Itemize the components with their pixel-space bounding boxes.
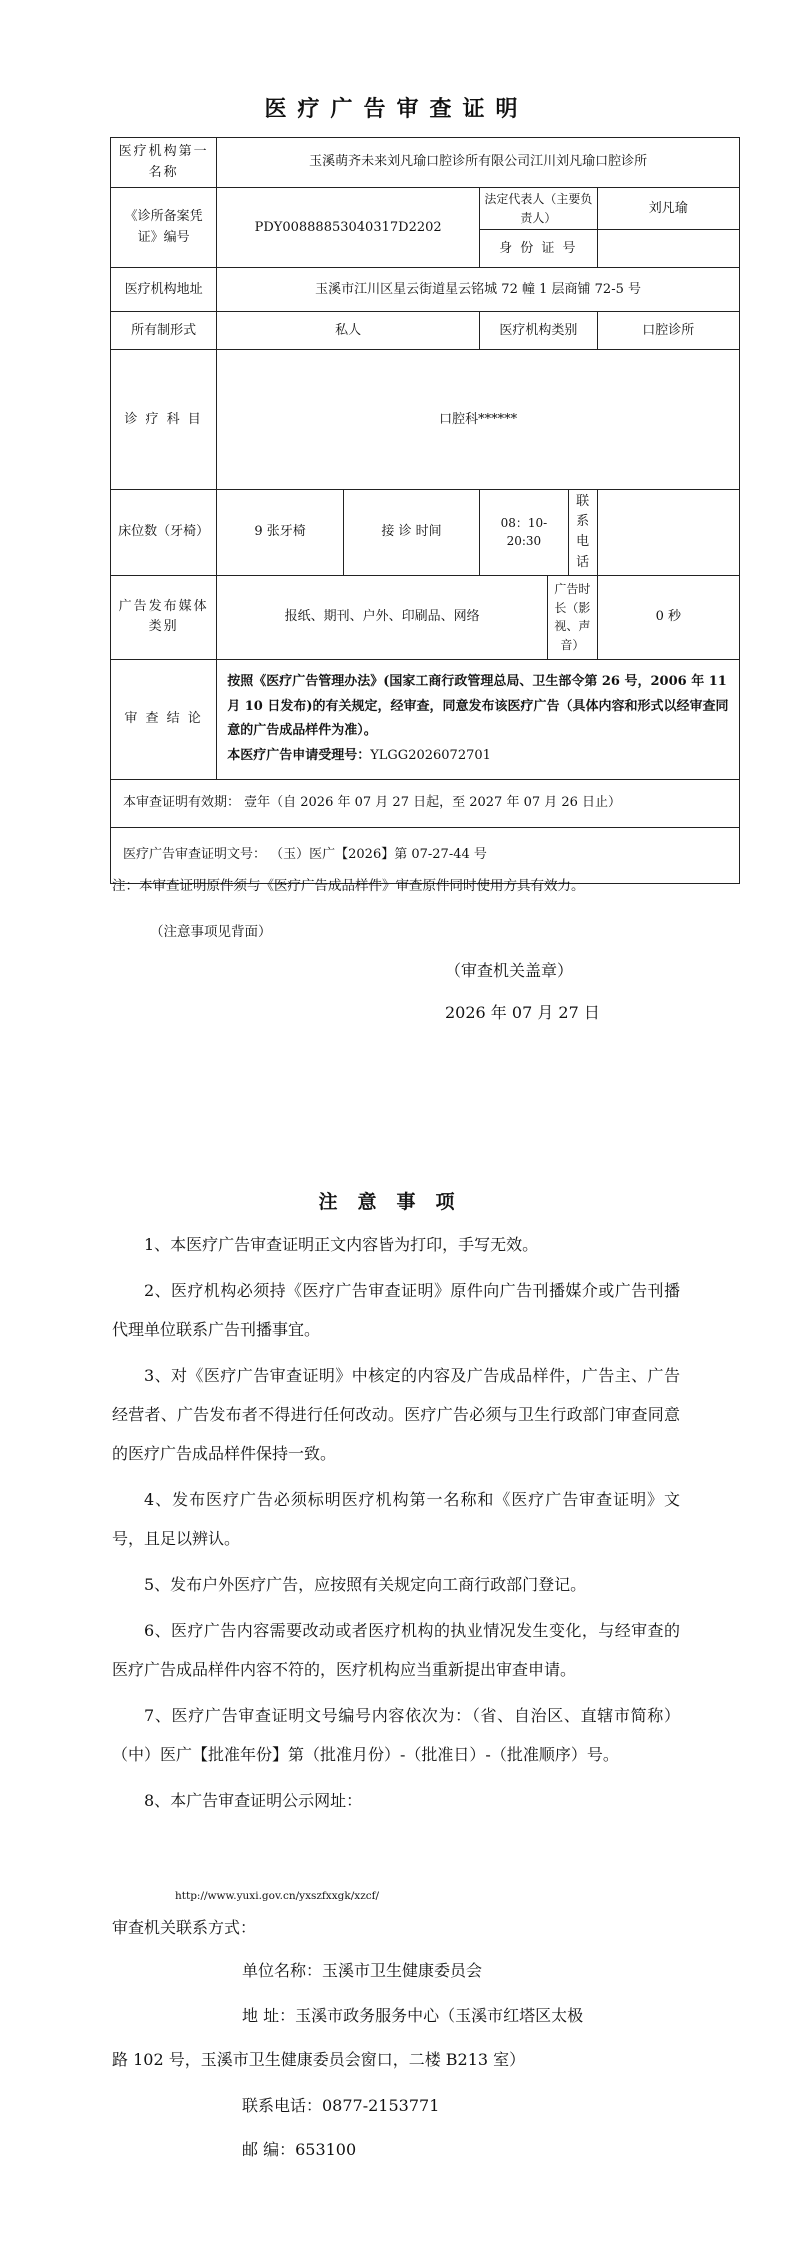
conclusion-label: 审 查 结 论 — [111, 659, 217, 779]
notice-item: 8、本广告审查证明公示网址： — [144, 1791, 363, 1810]
notice-item: 6、医疗广告内容需要改动或者医疗机构的执业情况发生变化，与经审查的医疗广告成品样件内容不符的，医疗机构应当重新提出审查申请。 — [112, 1621, 680, 1679]
record-number: PDY00888853040317D2202 — [217, 188, 480, 268]
notice-item: 5、发布户外医疗广告，应按照有关规定向工商行政部门登记。 — [144, 1575, 587, 1594]
notice-item: 4、发布医疗广告必须标明医疗机构第一名称和《医疗广告审查证明》文号，且足以辨认。 — [112, 1490, 680, 1548]
contact-postcode: 邮 编：653100 — [242, 2140, 357, 2159]
legal-rep-value: 刘凡瑜 — [597, 188, 739, 230]
conclusion-cell — [217, 659, 740, 779]
doc-number-row: 医疗广告审查证明文号： （玉）医广【2026】第 07-27-44 号 — [111, 827, 740, 883]
ownership-label: 所有制形式 — [111, 312, 217, 350]
conclusion-text: 按照《医疗广告管理办法》(国家工商行政管理总局、卫生部令第 26 号，2006 年 11 月 10 日发布)的有关规定，经审查，同意发布该医疗广告（具体内容和形式以经审查同意的广告成品样件为准）。 — [227, 673, 729, 739]
contact-address-line2: 路 102 号，玉溪市卫生健康委员会窗口，二楼 B213 室） — [112, 2050, 526, 2069]
notice-title: 注意事项 — [318, 1191, 475, 1213]
issue-date: 2026 年 07 月 27 日 — [445, 1003, 600, 1022]
notice-list — [112, 1225, 680, 1827]
duration-value: 0 秒 — [597, 575, 739, 659]
phone-label: 联 系 电 话 — [568, 490, 597, 576]
accept-label: 本医疗广告申请受理号： — [227, 747, 371, 763]
dept-label: 诊 疗 科 目 — [111, 350, 217, 490]
contact-unit: 单位名称：玉溪市卫生健康委员会 — [242, 1961, 483, 1980]
beds-label: 床位数（牙椅） — [111, 490, 217, 576]
dept-value: 口腔科****** — [217, 350, 740, 490]
see-back-note: （注意事项见背面） — [150, 924, 272, 940]
org-name-label: 医疗机构第一名称 — [111, 138, 217, 188]
document-title: 医疗广告审查证明 — [264, 96, 529, 122]
contact-intro: 审查机关联系方式： — [112, 1918, 257, 1937]
notice-item: 2、医疗机构必须持《医疗广告审查证明》原件向广告刊播媒介或广告刊播代理单位联系广告刊播事宜。 — [112, 1281, 680, 1339]
phone-value — [597, 490, 739, 576]
notice-item: 7、医疗广告审查证明文号编号内容依次为：（省、自治区、直辖市简称）（中）医广【批准年份】第（批准月份）-（批准日）-（批准顺序）号。 — [112, 1706, 680, 1764]
public-url-link[interactable]: http://www.yuxi.gov.cn/yxszfxxgk/xzcf/ — [175, 1890, 380, 1902]
media-value: 报纸、期刊、户外、印刷品、网络 — [217, 575, 548, 659]
category-label: 医疗机构类别 — [480, 312, 598, 350]
address-value: 玉溪市江川区星云街道星云铭城 72 幢 1 层商铺 72-5 号 — [217, 268, 740, 312]
id-label: 身 份 证 号 — [480, 230, 598, 268]
certificate-table — [110, 137, 740, 884]
notice-item: 1、本医疗广告审查证明正文内容皆为打印，手写无效。 — [144, 1235, 539, 1254]
usage-note: 注：本审查证明原件须与《医疗广告成品样件》审查原件同时使用方具有效力。 — [112, 878, 585, 894]
address-label: 医疗机构地址 — [111, 268, 217, 312]
accept-line — [227, 744, 729, 769]
seal-placeholder: （审查机关盖章） — [445, 961, 574, 980]
contact-phone: 联系电话：0877-2153771 — [242, 2096, 440, 2115]
beds-value: 9 张牙椅 — [217, 490, 344, 576]
accept-number: YLGG2026072701 — [370, 747, 491, 763]
org-name-value: 玉溪萌齐未来刘凡瑜口腔诊所有限公司江川刘凡瑜口腔诊所 — [217, 138, 740, 188]
hours-value: 08：10-20:30 — [480, 490, 569, 576]
notice-item: 3、对《医疗广告审查证明》中核定的内容及广告成品样件，广告主、广告经营者、广告发布者不得进行任何改动。医疗广告必须与卫生行政部门审查同意的医疗广告成品样件保持一致。 — [112, 1366, 680, 1463]
media-label: 广告发布媒体类别 — [111, 575, 217, 659]
id-value — [597, 230, 739, 268]
category-value: 口腔诊所 — [597, 312, 739, 350]
legal-rep-label: 法定代表人（主要负责人） — [480, 188, 598, 230]
contact-address-line1: 地 址：玉溪市政务服务中心（玉溪市红塔区太极 — [242, 2006, 584, 2025]
validity-row: 本审查证明有效期： 壹年（自 2026 年 07 月 27 日起，至 2027 年 07 月 26 日止） — [111, 779, 740, 827]
ownership-value: 私人 — [217, 312, 480, 350]
record-label: 《诊所备案凭证》编号 — [111, 188, 217, 268]
hours-label: 接 诊 时间 — [344, 490, 480, 576]
duration-label: 广告时长（影视、声音） — [548, 575, 597, 659]
